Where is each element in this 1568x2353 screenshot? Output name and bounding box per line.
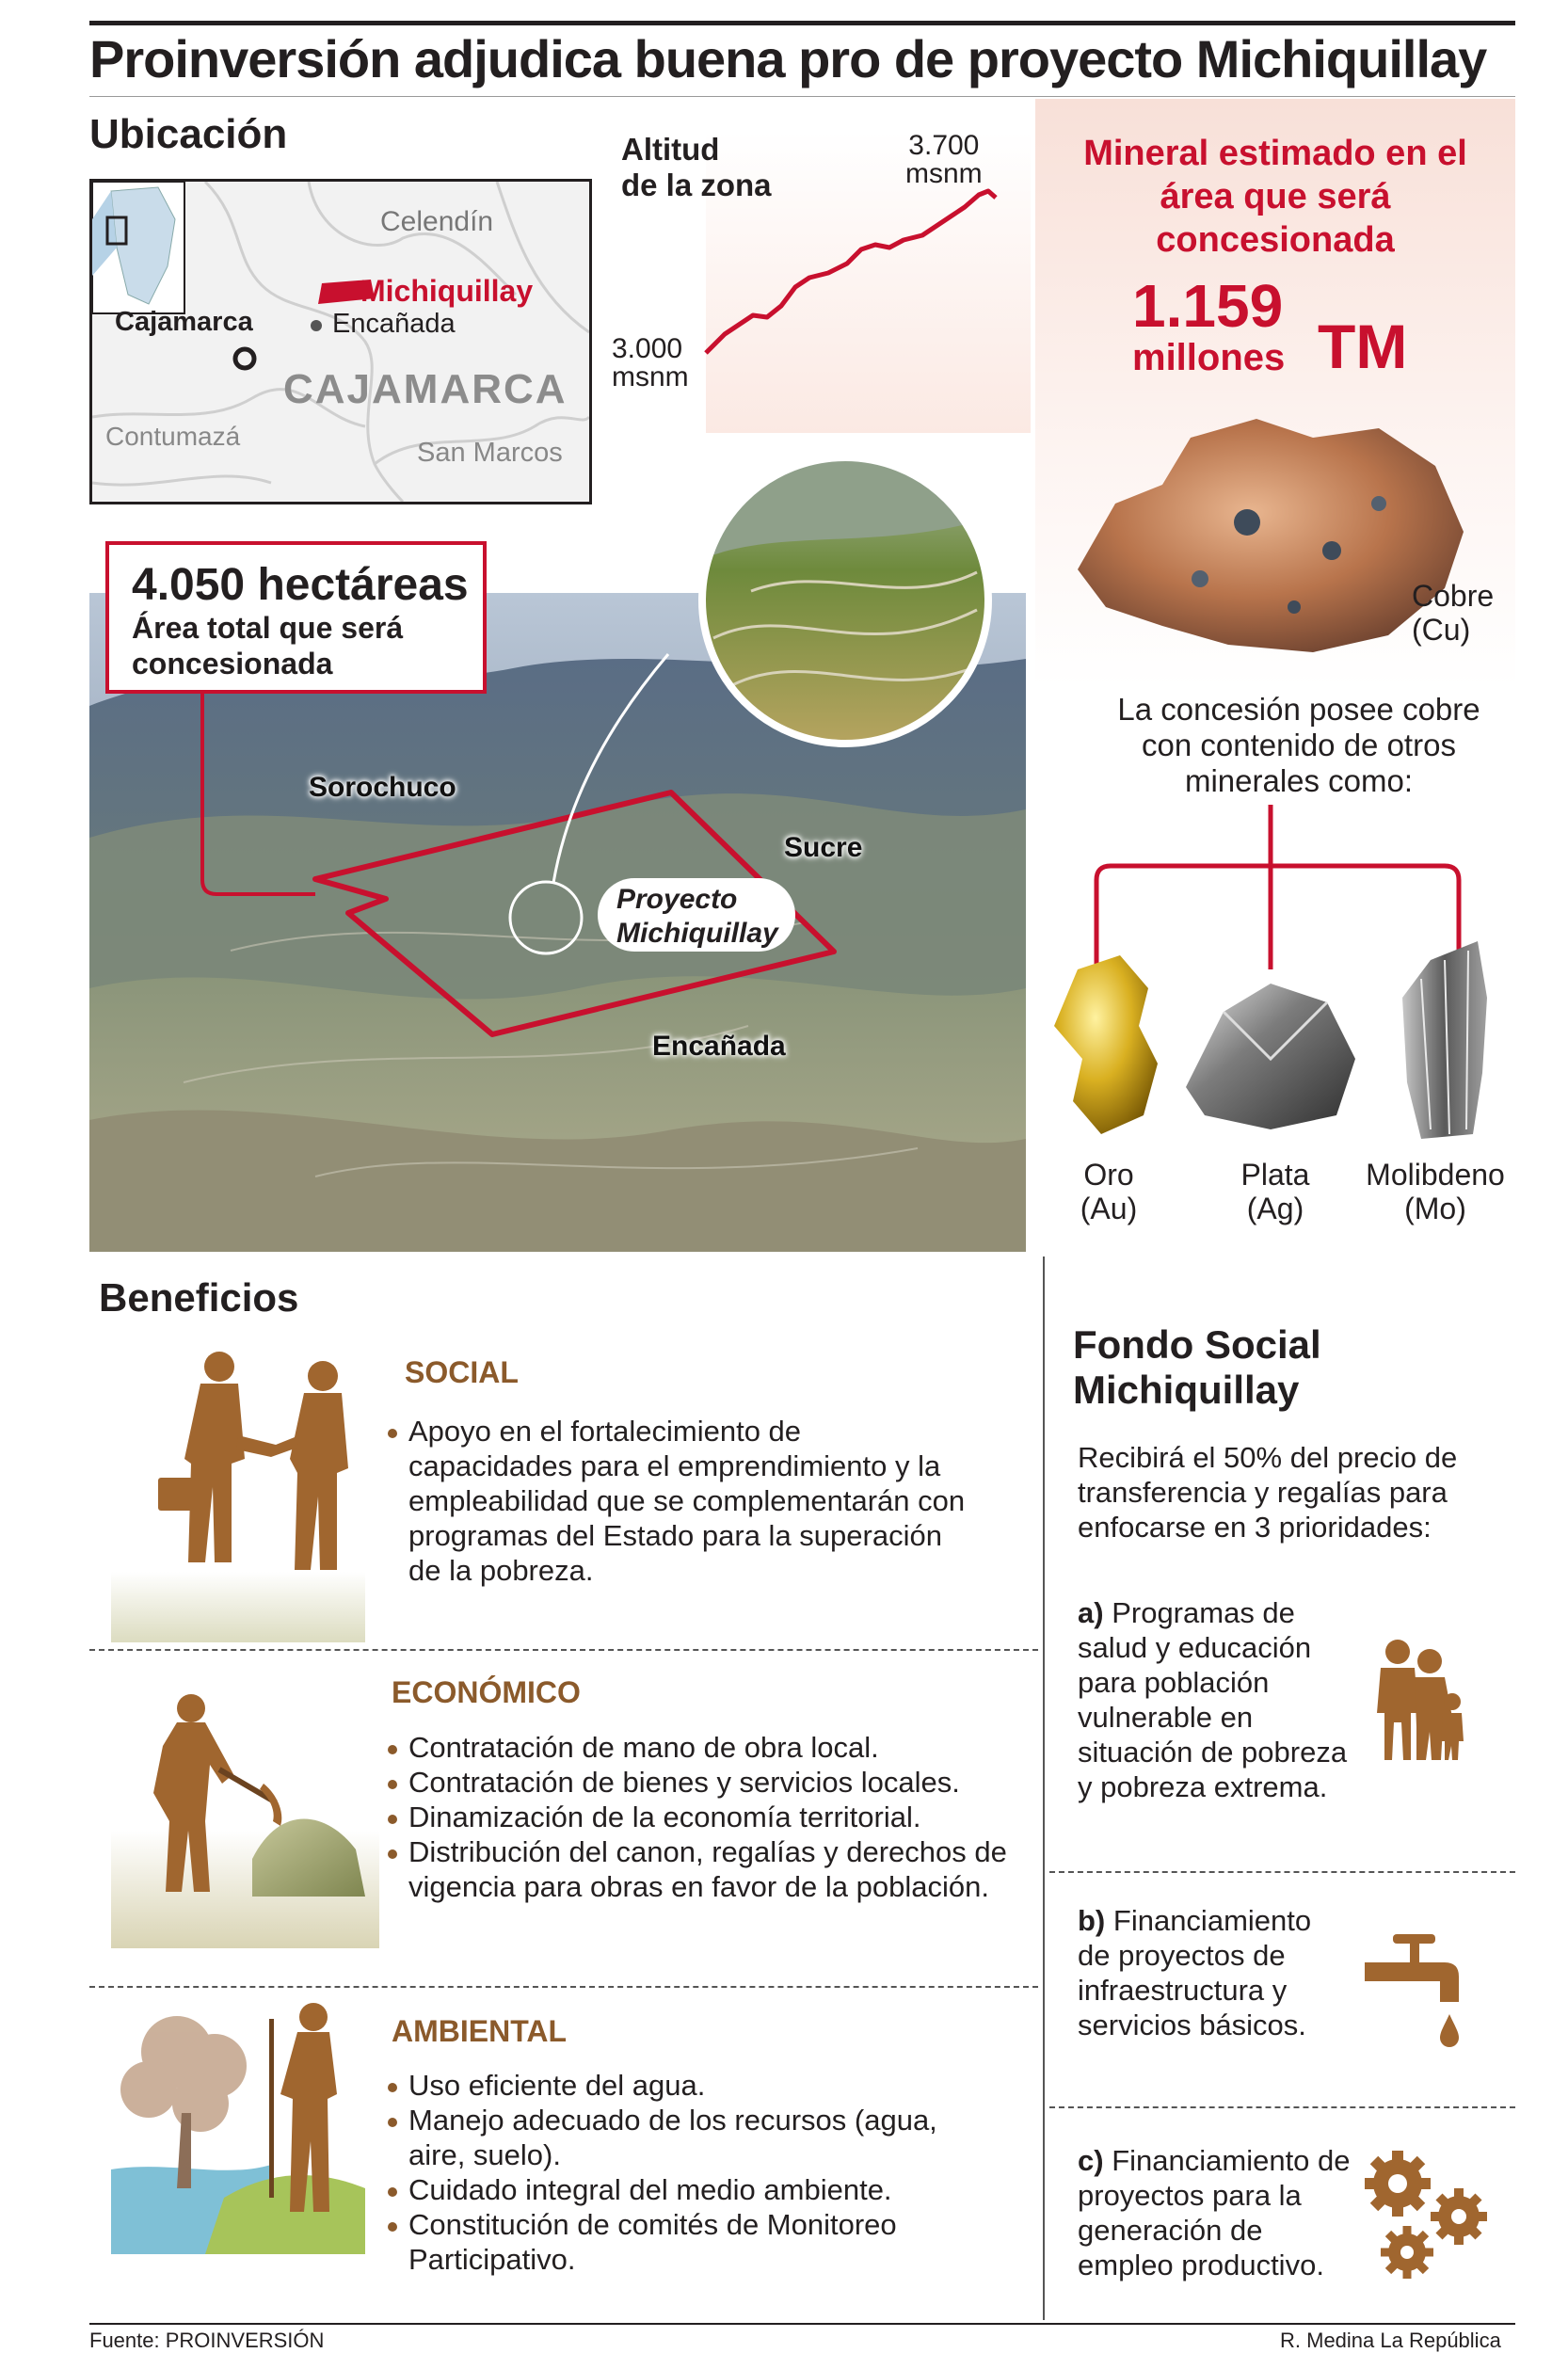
section-divider (89, 1986, 1038, 1988)
benefit-environmental-item: Manejo adecuado de los recursos (agua, aire, suelo). (388, 2103, 952, 2172)
fondo-divider (1049, 2106, 1515, 2108)
mineral-title: Mineral estimado en el área que será concesionada (1083, 134, 1467, 260)
fondo-item-text: Financiamiento de proyectos de infraestructura y servicios básicos. (1078, 1904, 1312, 2041)
mineral-amount-word: millones (1132, 337, 1286, 378)
bottom-rule (89, 2323, 1515, 2325)
map-label-encanada: Encañada (332, 309, 456, 339)
place-label-sorochuco: Sorochuco (309, 772, 456, 803)
column-divider (1043, 1257, 1045, 2320)
molybdenum-name: Molibdeno (1366, 1158, 1505, 1192)
benefit-environmental-list (388, 2068, 952, 2277)
molybdenum-ore-image (1393, 941, 1496, 1144)
gears-icon (1365, 2151, 1492, 2282)
fondo-divider (1049, 1871, 1515, 1873)
fondo-title (1073, 1322, 1321, 1413)
altitude-min-value: 3.000 (612, 333, 683, 364)
fondo-item-text: Financiamiento de proyectos para la generación de empleo productivo. (1078, 2144, 1351, 2281)
mineral-unit: TM (1318, 312, 1408, 381)
place-label-encanada: Encañada (652, 1031, 786, 1062)
miner-pickaxe-illustration (111, 1689, 379, 1948)
area-description-line2: concesionada (132, 647, 333, 680)
gold-label (1015, 1158, 1203, 1225)
gold-name: Oro (1083, 1158, 1134, 1192)
area-description-line1: Área total que será (132, 611, 404, 645)
environment-worker-illustration (111, 2000, 365, 2254)
altitude-max-value: 3.700 (908, 130, 980, 161)
fondo-item-c (1078, 2143, 1351, 2282)
altitude-min (612, 335, 689, 392)
aerial-photo-inset (695, 450, 996, 751)
molybdenum-symbol: (Mo) (1404, 1192, 1466, 1225)
benefit-economic-item: Dinamización de la economía territorial. (388, 1800, 1009, 1834)
concession-text: La concesión posee cobre con contenido de otros minerales como: (1117, 692, 1480, 798)
altitude-max (905, 132, 983, 188)
top-rule (89, 21, 1515, 25)
benefit-social-title: SOCIAL (405, 1355, 519, 1389)
handshake-illustration (111, 1346, 365, 1642)
fondo-title-line2: Michiquillay (1073, 1368, 1300, 1412)
altitude-profile-line (696, 184, 998, 372)
copper-symbol: (Cu) (1412, 613, 1471, 647)
map-label-michiquillay: Michiquillay (360, 274, 534, 308)
benefit-environmental-item: Constitución de comités de Monitoreo Participativo. (388, 2207, 952, 2277)
map-label-contumaza: Contumazá (105, 422, 241, 451)
map-label-cajamarca-city: Cajamarca (115, 307, 253, 337)
benefit-economic-item: Contratación de mano de obra local. (388, 1730, 1009, 1765)
fondo-item-letter: c) (1078, 2144, 1104, 2177)
map-label-celendin: Celendín (380, 206, 494, 237)
map-label-region: CAJAMARCA (283, 366, 568, 412)
gold-symbol: (Au) (1080, 1192, 1138, 1225)
altitude-max-unit: msnm (905, 158, 983, 189)
fondo-item-letter: b) (1078, 1904, 1106, 1937)
fondo-title-line1: Fondo Social (1073, 1322, 1321, 1367)
altitude-min-unit: msnm (612, 361, 689, 392)
benefits-heading: Beneficios (99, 1275, 299, 1320)
project-label (616, 883, 778, 951)
fondo-item-a (1078, 1595, 1351, 1804)
section-divider (89, 1649, 1038, 1651)
benefit-environmental-item: Cuidado integral del medio ambiente. (388, 2172, 952, 2207)
fondo-intro: Recibirá el 50% del precio de transferencia y regalías para enfocarse en 3 prioridades: (1078, 1441, 1458, 1544)
copper-label (1412, 579, 1494, 647)
copper-name: Cobre (1412, 579, 1495, 613)
benefit-social-list (388, 1414, 971, 1588)
family-icon (1369, 1638, 1464, 1765)
fondo-item-letter: a) (1078, 1596, 1104, 1629)
place-label-sucre: Sucre (784, 832, 863, 863)
silver-ore-image (1167, 974, 1365, 1134)
project-label-line1: Proyecto (616, 884, 738, 915)
location-heading: Ubicación (89, 111, 288, 157)
benefit-economic-item: Contratación de bienes y servicios locales. (388, 1765, 1009, 1800)
benefit-environmental-title: AMBIENTAL (392, 2014, 568, 2048)
credit-note: R. Medina La República (1280, 2329, 1501, 2352)
page-title: Proinversión adjudica buena pro de proyecto Michiquillay (89, 29, 1487, 88)
silver-name: Plata (1240, 1158, 1310, 1192)
mineral-amount: 1.159 (1132, 272, 1284, 340)
benefit-environmental-item: Uso eficiente del agua. (388, 2068, 952, 2103)
source-note: Fuente: PROINVERSIÓN (89, 2329, 325, 2352)
benefit-economic-list (388, 1730, 1009, 1904)
benefit-economic-title: ECONÓMICO (392, 1675, 581, 1709)
fondo-item-b (1078, 1903, 1351, 2042)
benefit-economic-item: Distribución del canon, regalías y derechos de vigencia para obras en favor de la población. (388, 1834, 1009, 1904)
water-faucet-icon (1365, 1934, 1464, 2052)
project-label-line2: Michiquillay (616, 918, 778, 949)
altitude-title-line1: Altitud (621, 132, 720, 167)
benefit-social-item: Apoyo en el fortalecimiento de capacidades para el emprendimiento y la empleabilidad que se complementarán con programas del Estado para la superación de la pobreza. (388, 1414, 971, 1588)
area-value: 4.050 hectáreas (132, 560, 469, 610)
map-label-san-marcos: San Marcos (417, 438, 563, 468)
title-divider (89, 96, 1515, 97)
altitude-title-line2: de la zona (621, 168, 772, 202)
area-description (132, 610, 403, 681)
fondo-item-text: Programas de salud y educación para población vulnerable en situación de pobreza y pobreza extrema. (1078, 1596, 1348, 1803)
molybdenum-label (1341, 1158, 1529, 1225)
gold-nugget-image (1045, 951, 1167, 1139)
silver-symbol: (Ag) (1246, 1192, 1304, 1225)
